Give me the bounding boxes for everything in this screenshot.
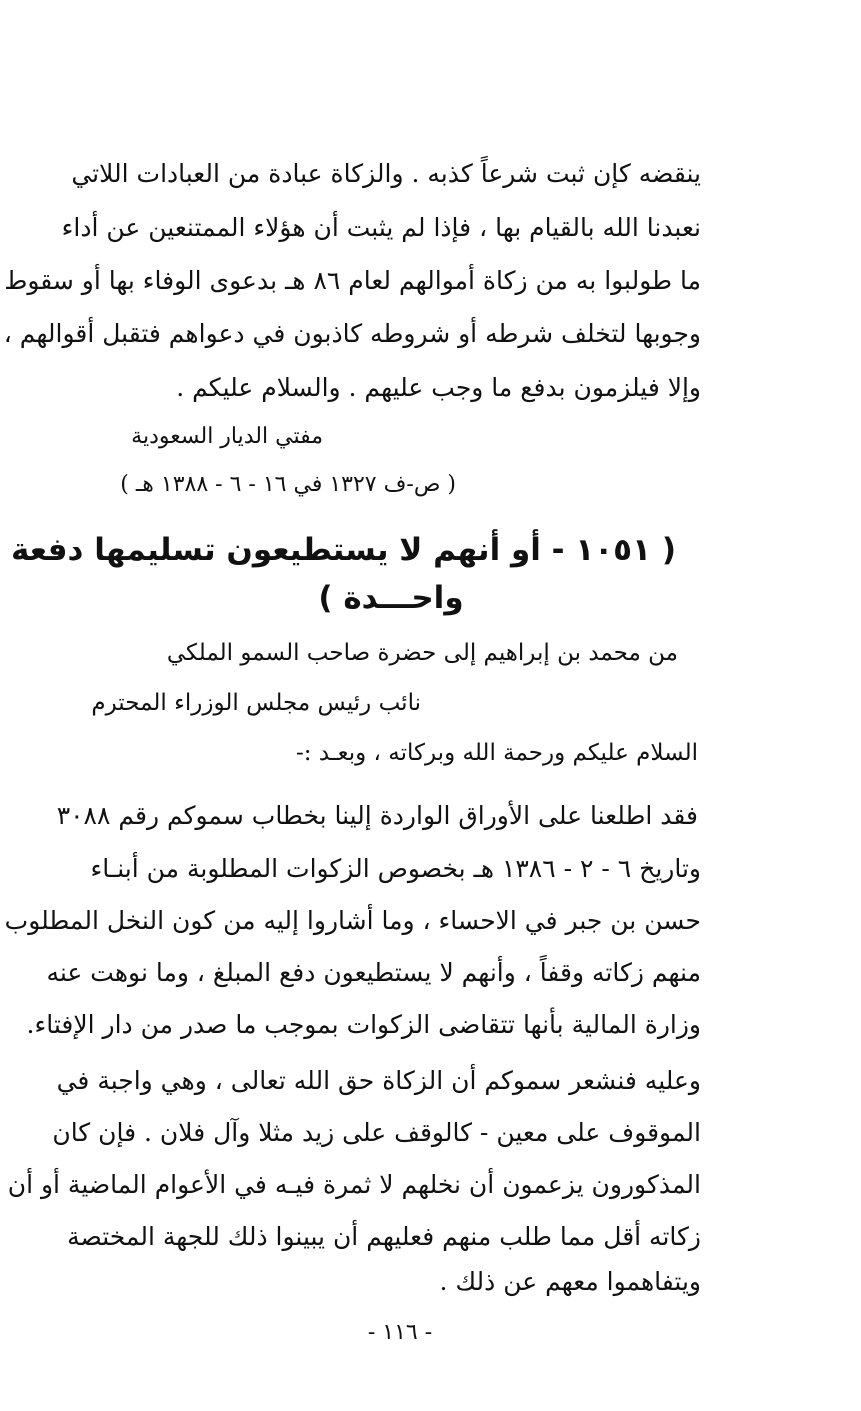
paragraph-3-line-2: الموقوف على معين - كالوقف على زيد مثلا وآل فلان . فإن كان [52, 1118, 701, 1147]
signature-title: مفتي الديار السعودية [131, 424, 323, 449]
paragraph-2-line-4: منهم زكاته وقفاً ، وأنهم لا يستطيعون دفع المبلغ ، وما نوهت عنه [46, 958, 701, 987]
paragraph-3-line-5: ويتفاهموا معهم عن ذلك . [439, 1267, 701, 1296]
letter-from-line: من محمد بن إبراهيم إلى حضرة صاحب السمو الملكي [166, 640, 678, 666]
paragraph-1-line-2: نعبدنا الله بالقيام بها ، فإذا لم يثبت أن هؤلاء الممتنعين عن أداء [61, 213, 701, 242]
section-heading-line-1: ( ١٠٥١ - أو أنهم لا يستطيعون تسليمها دفعة [10, 532, 676, 568]
section-heading-line-2: واحـــدة ) [318, 580, 464, 616]
paragraph-2-line-1: فقد اطلعنا على الأوراق الواردة إلينا بخطاب سموكم رقم ٣٠٨٨ [56, 801, 698, 830]
page-number: - ١١٦ - [367, 1320, 433, 1345]
paragraph-3-line-1: وعليه فنشعر سموكم أن الزكاة حق الله تعالى ، وهي واجبة في [56, 1066, 701, 1095]
paragraph-1-line-1: ينقضه كإن ثبت شرعاً كذبه . والزكاة عبادة من العبادات اللاتي [71, 159, 701, 188]
paragraph-3-line-4: زكاته أقل مما طلب منهم فعليهم أن يبينوا ذلك للجهة المختصة [67, 1222, 701, 1251]
letter-greeting: السلام عليكم ورحمة الله وبركاته ، وبعـد :- [296, 740, 698, 766]
paragraph-2-line-3: حسن بن جبر في الاحساء ، وما أشاروا إليه من كون النخل المطلوب [4, 906, 701, 935]
signature-reference: ( ص-ف ١٣٢٧ في ١٦ - ٦ - ١٣٨٨ هـ ) [120, 472, 456, 497]
letter-to-line: نائب رئيس مجلس الوزراء المحترم [91, 690, 421, 716]
paragraph-2-line-2: وتاريخ ٦ - ٢ - ١٣٨٦ هـ بخصوص الزكوات المطلوبة من أبنـاء [90, 854, 701, 883]
paragraph-1-line-3: ما طولبوا به من زكاة أموالهم لعام ٨٦ هـ بدعوى الوفاء بها أو سقوط [4, 266, 701, 295]
paragraph-2-line-5: وزارة المالية بأنها تتقاضى الزكوات بموجب ما صدر من دار الإفتاء. [26, 1010, 701, 1039]
paragraph-1-line-4: وجوبها لتخلف شرطه أو شروطه كاذبون في دعواهم فتقبل أقوالهم ، [3, 319, 701, 348]
paragraph-3-line-3: المذكورون يزعمون أن نخلهم لا ثمرة فيـه في الأعوام الماضية أو أن [7, 1170, 701, 1199]
paragraph-1-line-5: وإلا فيلزمون بدفع ما وجب عليهم . والسلام عليكم . [176, 373, 701, 402]
